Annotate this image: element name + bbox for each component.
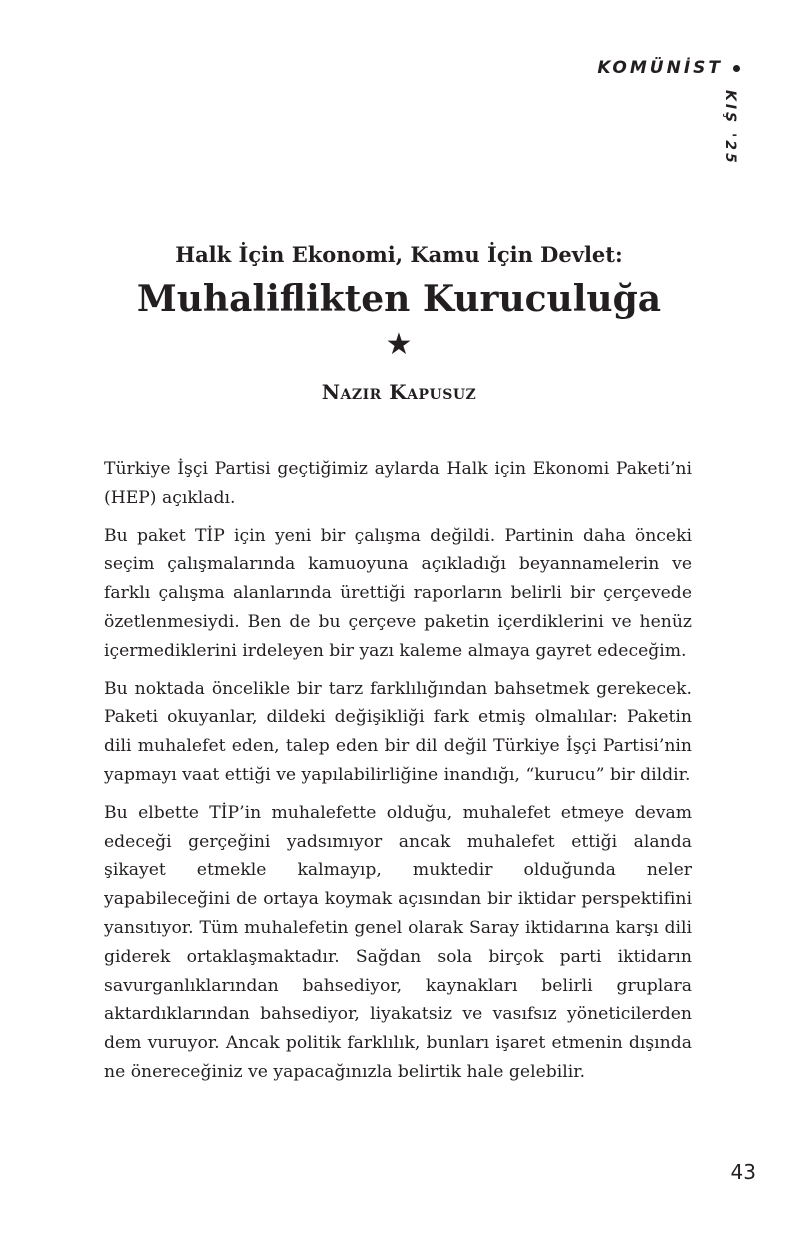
magazine-name: KOMÜNİST: [597, 58, 723, 78]
paragraph: Bu paket TİP için yeni bir çalışma değildi. Partinin daha önceki seçim çalışmalarında kamuoyuna açıkladığı beyannamelerin ve farklı çalışma alanlarında ürettiği raporların belirli bir çerçevede özetlenmesiydi. Ben de bu çerçeve paketin içerdiklerini ve henüz içermediklerini irdeleyen bir yazı kaleme almaya gayret edeceğim.: [104, 525, 692, 661]
article-body: [104, 455, 692, 1096]
star-icon: ★: [385, 327, 413, 362]
article-title: Muhaliflikten Kuruculuğa: [136, 278, 662, 320]
paragraph: Bu noktada öncelikle bir tarz farklılığından bahsetmek gerekecek. Paketi okuyanlar, dildeki değişikliği fark etmiş olmalılar: Paketin dili muhalefet eden, talep eden bir dil değil Türkiye İşçi Partisi’nin yapmayı vaat ettiği ve yapılabilirliğine inandığı, “kurucu” bir dildir.: [104, 678, 692, 785]
article-subtitle: Halk İçin Ekonomi, Kamu İçin Devlet:: [175, 242, 623, 267]
paragraph: Bu elbette TİP’in muhalefette olduğu, muhalefet etmeye devam edeceği gerçeğini yadsımıyor ancak muhalefet ettiği alanda şikayet etmekle kalmayıp, muktedir olduğunda neler yapabileceğini de ortaya koymak açısından bir iktidar perspektifini yansıtıyor. Tüm muhalefetin genel olarak Saray iktidarına karşı dili giderek ortaklaşmaktadır. Sağdan sola birçok parti iktidarın savurganlıklarından bahsediyor, kaynakları belirli gruplara aktardıklarından bahsediyor, liyakatsiz ve vasıfsız yöneticilerden dem vuruyor. Ancak politik farklılık, bunları işaret etmenin dışında ne önereceğiniz ve yapacağınızla belirtik hale gelebilir.: [104, 802, 692, 1082]
issue-label: KIŞ '25: [722, 90, 738, 166]
article-header: [0, 240, 798, 404]
magazine-masthead: [597, 58, 740, 78]
page-number: 43: [730, 1160, 756, 1184]
paragraph: Türkiye İşçi Partisi geçtiğimiz aylarda Halk için Ekonomi Paketi’ni (HEP) açıkladı.: [104, 459, 692, 508]
article-author: Nazır Kapusuz: [321, 380, 477, 404]
bullet-dot-icon: [733, 65, 740, 72]
